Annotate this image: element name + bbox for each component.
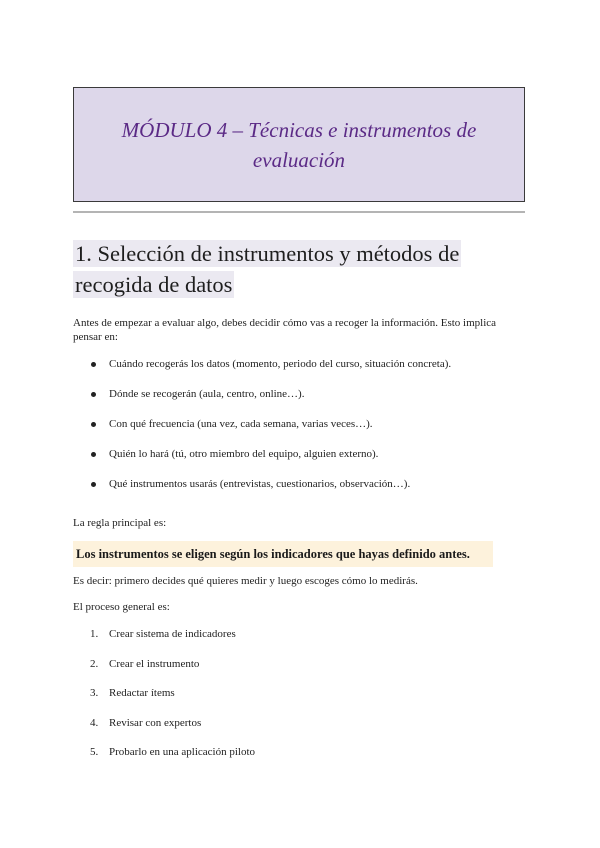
module-title: MÓDULO 4 – Técnicas e instrumentos de evaluación [121,117,477,172]
list-item [73,416,523,446]
list-item [73,476,523,506]
list-item-text: Qué instrumentos usarás (entrevistas, cuestionarios, observación…). [109,478,411,490]
step-item [73,626,523,656]
section-heading [73,238,513,300]
step-number: 2. [90,657,99,670]
list-item-text: Quién lo hará (tú, otro miembro del equipo, alguien externo). [109,448,379,460]
bullet-icon [91,422,96,427]
bullet-icon [91,392,96,397]
section-heading-text: 1. Selección de instrumentos y métodos de recogida de datos [75,241,460,297]
bullet-icon [91,452,96,457]
step-item [73,656,523,686]
step-text: Crear sistema de indicadores [109,628,236,640]
step-number: 5. [90,746,99,758]
step-number: 4. [90,716,99,729]
process-steps-list [73,626,523,774]
considerations-list [73,356,523,506]
list-item [73,386,523,416]
list-item-text: Cuándo recogerás los datos (momento, periodo del curso, situación concreta). [109,358,452,370]
step-item [73,685,523,715]
bullet-icon [91,482,96,487]
highlight-text: Los instrumentos se eligen según los indicadores que hayas definido antes. [76,547,470,561]
step-text: Crear el instrumento [109,657,200,670]
intro-paragraph: Antes de empezar a evaluar algo, debes decidir cómo vas a recoger la información. Esto implica pensar en: [73,317,497,343]
es-decir-paragraph: Es decir: primero decides qué quieres medir y luego escoges cómo lo medirás. [73,575,418,587]
step-number: 3. [90,687,99,699]
list-item-text: Con qué frecuencia (una vez, cada semana, varias veces…). [109,418,373,430]
step-text: Redactar ítems [109,687,175,699]
step-item [73,744,523,774]
rule-label: La regla principal es: [73,517,167,529]
process-label: El proceso general es: [73,601,170,613]
list-item [73,446,523,476]
module-title-box [73,87,525,202]
bullet-icon [91,362,96,367]
step-text: Probarlo en una aplicación piloto [109,746,256,758]
step-item [73,715,523,745]
step-number: 1. [90,628,99,640]
step-text: Revisar con expertos [109,716,202,729]
horizontal-divider [73,211,525,213]
list-item-text: Dónde se recogerán (aula, centro, online…). [109,388,305,400]
list-item [73,356,523,386]
